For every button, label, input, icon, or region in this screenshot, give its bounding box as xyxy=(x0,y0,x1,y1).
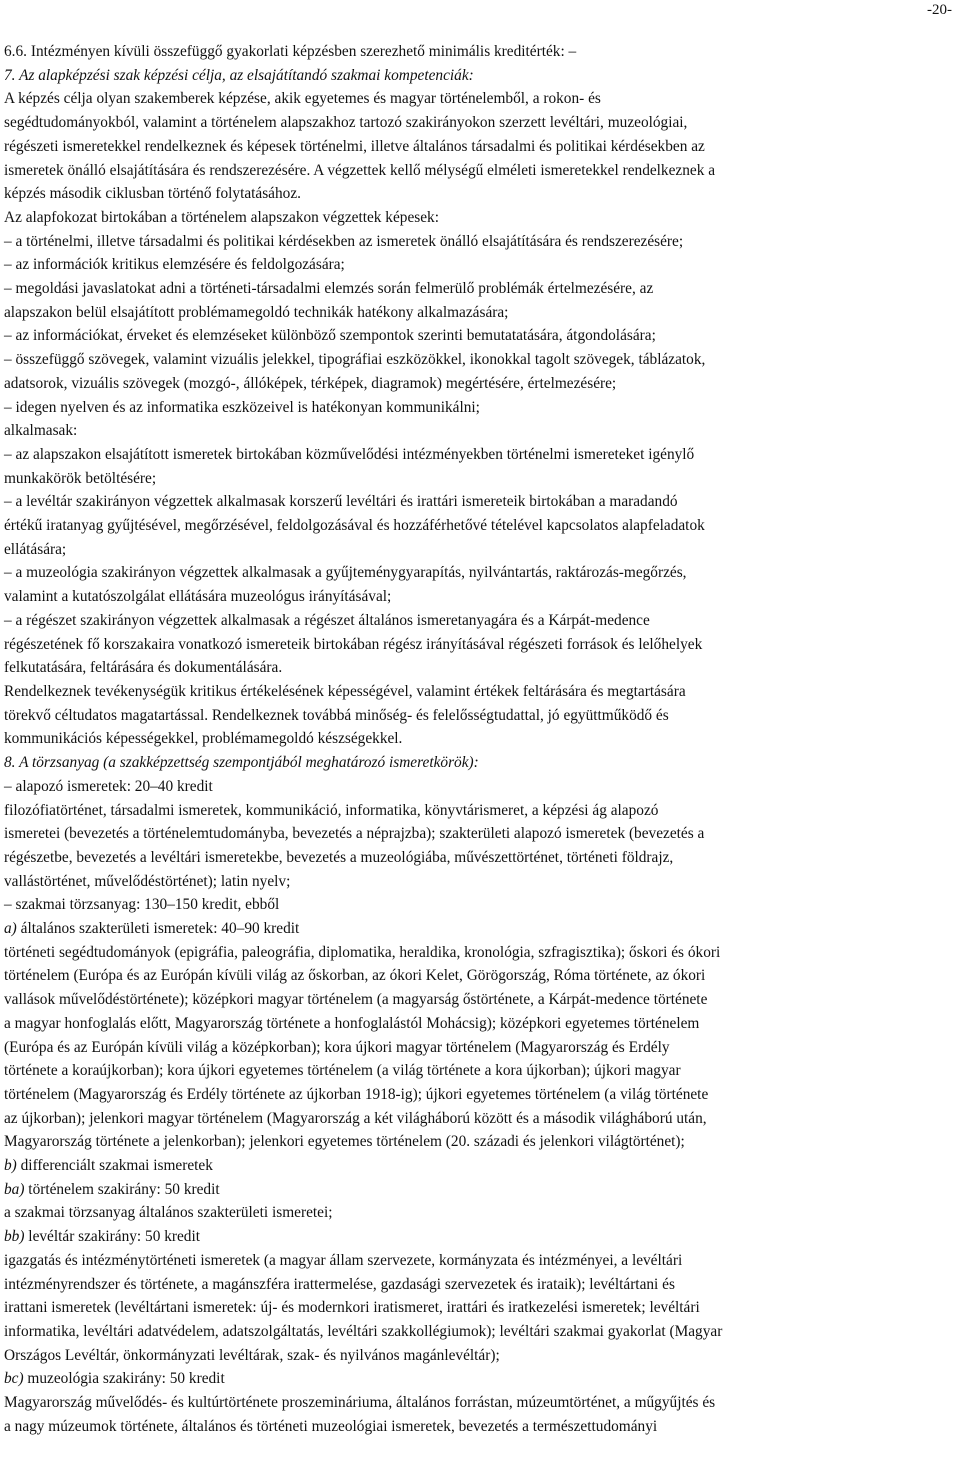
text-segment: munkakörök betöltésére; xyxy=(4,469,157,487)
text-line xyxy=(4,301,956,325)
text-line xyxy=(4,111,956,135)
text-segment: segédtudományokból, valamint a történelem alapszakhoz tartozó szakirányokon szerzett levéltári, muzeológiai, xyxy=(4,114,688,132)
text-segment: alkalmasak: xyxy=(4,422,78,440)
text-line xyxy=(4,443,956,467)
text-line xyxy=(4,917,956,941)
text-line xyxy=(4,1320,956,1344)
text-segment: történelem (Európa és az Európán kívüli világ az őskorban, az ókori Kelet, Görögország, Róma története, az ókori xyxy=(4,967,706,985)
text-line xyxy=(4,490,956,514)
text-line xyxy=(4,467,956,491)
text-segment: differenciált szakmai ismeretek xyxy=(16,1157,213,1175)
italic-text: ba) xyxy=(4,1180,25,1198)
text-line xyxy=(4,1367,956,1391)
text-line xyxy=(4,988,956,1012)
text-line xyxy=(4,1059,956,1083)
text-line xyxy=(4,1130,956,1154)
text-segment: felkutatására, feltárására és dokumentálására. xyxy=(4,659,283,677)
text-line xyxy=(4,893,956,917)
page-number: -20- xyxy=(927,2,952,18)
text-segment: történelem (Magyarország és Erdély története az újkorban 1918-ig); újkori egyetemes történelem (a világ története xyxy=(4,1085,709,1103)
text-line xyxy=(4,846,956,870)
text-segment: – az információkat, érveket és elemzéseket különböző szempontok szerinti bemutatatására, átgondolására; xyxy=(4,327,656,345)
text-segment: – a levéltár szakirányon végzettek alkalmasak korszerű levéltári és irattári ismereteik birtokában a maradandó xyxy=(4,493,678,511)
text-segment: levéltár szakirány: 50 kredit xyxy=(24,1228,201,1246)
text-segment: – szakmai törzsanyag: 130–150 kredit, ebből xyxy=(4,896,280,914)
text-line xyxy=(4,1344,956,1368)
text-line xyxy=(4,182,956,206)
text-line xyxy=(4,1107,956,1131)
text-segment: – megoldási javaslatokat adni a történeti-társadalmi elemzés során felmerülő problémák értelmezésére, az xyxy=(4,280,654,298)
text-segment: képzés második ciklusban történő folytatásához. xyxy=(4,185,301,203)
text-line xyxy=(4,822,956,846)
text-segment: történelem szakirány: 50 kredit xyxy=(24,1180,220,1198)
italic-text: bb) xyxy=(4,1228,25,1246)
text-line xyxy=(4,324,956,348)
text-segment: történeti segédtudományok (epigráfia, paleográfia, diplomatika, heraldika, kronológia, szfragisztika); őskori és ókori xyxy=(4,943,721,961)
text-segment: vallástörténet, művelődéstörténet); latin nyelv; xyxy=(4,872,291,890)
text-segment: vallások művelődéstörténete); középkori magyar történelem (a magyarság őstörténete, a Kárpát-medence története xyxy=(4,991,708,1009)
text-line xyxy=(4,799,956,823)
text-line xyxy=(4,514,956,538)
text-line xyxy=(4,680,956,704)
italic-text: 8. A törzsanyag (a szakképzettség szempontjából meghatározó ismeretkörök): xyxy=(4,754,479,772)
text-line xyxy=(4,1036,956,1060)
text-segment: – alapozó ismeretek: 20–40 kredit xyxy=(4,777,213,795)
text-segment: régészetbe, bevezetés a levéltári ismeretekbe, bevezetés a muzeológiába, művészettörténet, történeti földrajz, xyxy=(4,848,674,866)
text-segment: értékű iratanyag gyűjtésével, megőrzésével, feldolgozásával és hozzáférhetővé tételével kapcsolatos alapfeladatok xyxy=(4,517,705,535)
text-segment: a szakmai törzsanyag általános szakterületi ismeretei; xyxy=(4,1204,333,1222)
text-segment: kommunikációs képességekkel, problémamegoldó készségekkel. xyxy=(4,730,403,748)
text-segment: ismeretei (bevezetés a történelemtudományba, bevezetés a néprajzba); szakterületi alapozó ismeretek (bevezetés a xyxy=(4,825,705,843)
text-line xyxy=(4,1178,956,1202)
text-segment: az újkorban); jelenkori magyar történelem (Magyarország a két világháború között és a második világháború után, xyxy=(4,1109,707,1127)
text-segment: ismeretek önálló elsajátítására és rendszerezésére. A végzettek kellő mélységű elméleti ismeretekkel rendelkeznek a xyxy=(4,161,716,179)
text-segment: régészeti ismeretekkel rendelkeznek és képesek történelmi, illetve általános társadalmi és politikai kérdésekben az xyxy=(4,137,705,155)
text-segment: – a történelmi, illetve társadalmi és politikai kérdésekben az ismeretek önálló elsajátítására és rendszerezésére; xyxy=(4,232,684,250)
text-line xyxy=(4,585,956,609)
text-line xyxy=(4,1225,956,1249)
text-line xyxy=(4,1249,956,1273)
text-segment: Az alapfokozat birtokában a történelem alapszakon végzettek képesek: xyxy=(4,208,439,226)
text-segment: adatsorok, vizuális szövegek (mozgó-, állóképek, térképek, diagramok) megértésére, értelmezésére; xyxy=(4,374,617,392)
text-segment: – a muzeológia szakirányon végzettek alkalmasak a gyűjteménygyarapítás, nyilvántartás, raktározás-megőrzés, xyxy=(4,564,687,582)
text-line xyxy=(4,727,956,751)
italic-text: bc) xyxy=(4,1370,24,1388)
text-segment: intézményrendszer és története, a magánszféra irattermelése, gazdasági szervezetek és irataik); levéltártani és xyxy=(4,1275,675,1293)
text-line xyxy=(4,1012,956,1036)
text-segment: – az alapszakon elsajátított ismeretek birtokában közművelődési intézményekben történelmi ismereteket igénylő xyxy=(4,445,695,463)
text-segment: A képzés célja olyan szakemberek képzése, akik egyetemes és magyar történelemből, a rokon- és xyxy=(4,90,601,108)
text-segment: filozófiatörténet, társadalmi ismeretek, kommunikáció, informatika, könyvtárismeret, a képzési ág alapozó xyxy=(4,801,659,819)
text-line xyxy=(4,40,956,64)
text-line xyxy=(4,253,956,277)
text-line xyxy=(4,419,956,443)
text-segment: – a régészet szakirányon végzettek alkalmasak a régészet általános ismeretanyagára és a Kárpát-medence xyxy=(4,611,650,629)
text-line xyxy=(4,1273,956,1297)
text-line xyxy=(4,775,956,799)
text-line xyxy=(4,64,956,88)
text-line xyxy=(4,964,956,988)
text-segment: igazgatás és intézménytörténeti ismeretek (a magyar állam szervezete, kormányzata és intézményei, a levéltári xyxy=(4,1251,683,1269)
text-segment: Országos Levéltár, önkormányzati levéltárak, szak- és nyilvános magánlevéltár); xyxy=(4,1346,500,1364)
text-segment: muzeológia szakirány: 50 kredit xyxy=(23,1370,225,1388)
text-line xyxy=(4,1296,956,1320)
text-line xyxy=(4,561,956,585)
text-line xyxy=(4,159,956,183)
text-line xyxy=(4,870,956,894)
text-line xyxy=(4,751,956,775)
text-line xyxy=(4,656,956,680)
text-segment: a magyar honfoglalás előtt, Magyarország története a honfoglalástól Mohácsig); középkori egyetemes történelem xyxy=(4,1014,700,1032)
text-line xyxy=(4,1415,956,1439)
text-segment: Rendelkeznek tevékenységük kritikus értékelésének képességével, valamint értékek feltárására és megtartására xyxy=(4,682,686,700)
text-line xyxy=(4,704,956,728)
text-line xyxy=(4,206,956,230)
text-line xyxy=(4,609,956,633)
italic-text: b) xyxy=(4,1157,17,1175)
text-line xyxy=(4,396,956,420)
text-segment: – összefüggő szövegek, valamint vizuális jelekkel, tipográfiai eszközökkel, ikonokkal tagolt szövegek, táblázatok, xyxy=(4,351,706,369)
italic-text: a) xyxy=(4,920,17,938)
text-line xyxy=(4,372,956,396)
italic-text: 7. Az alapképzési szak képzési célja, az elsajátítandó szakmai kompetenciák: xyxy=(4,66,474,84)
text-line xyxy=(4,230,956,254)
text-segment: a nagy múzeumok története, általános és történeti muzeológiai ismeretek, bevezetés a természettudományi xyxy=(4,1417,658,1435)
text-line xyxy=(4,1083,956,1107)
text-segment: általános szakterületi ismeretek: 40–90 kredit xyxy=(16,920,300,938)
text-segment: 6.6. Intézményen kívüli összefüggő gyakorlati képzésben szerezhető minimális kreditérték: – xyxy=(4,43,577,60)
text-segment: valamint a kutatószolgálat ellátására muzeológus irányításával; xyxy=(4,588,392,606)
text-segment: ellátására; xyxy=(4,540,67,558)
text-line xyxy=(4,1154,956,1178)
text-segment: régészetének fő korszakaira vonatkozó ismereteik birtokában régész irányításával régészeti források és lelőhelyek xyxy=(4,635,703,653)
text-line xyxy=(4,1201,956,1225)
text-segment: – az információk kritikus elemzésére és feldolgozására; xyxy=(4,256,345,274)
text-segment: (Európa és az Európán kívüli világ a középkorban); kora újkori magyar történelem (Magyarország és Erdély xyxy=(4,1038,670,1056)
text-segment: informatika, levéltári adatvédelem, adatszolgáltatás, levéltári szakkollégiumok); levéltári szakmai gyakorlat (Magyar xyxy=(4,1322,723,1340)
text-segment: – idegen nyelven és az informatika eszközeivel is hatékonyan kommunikálni; xyxy=(4,398,480,416)
text-line xyxy=(4,633,956,657)
text-line xyxy=(4,277,956,301)
text-segment: irattani ismeretek (levéltártani ismeretek: új- és modernkori iratismeret, irattári és iratkezelési ismeretek; levéltári xyxy=(4,1299,700,1317)
text-segment: alapszakon belül elsajátított problémamegoldó technikák hatékony alkalmazására; xyxy=(4,303,509,321)
text-line xyxy=(4,87,956,111)
document-body xyxy=(4,40,956,1438)
text-line xyxy=(4,538,956,562)
text-segment: Magyarország története a jelenkorban); jelenkori egyetemes történelem (20. századi és jelenkori világtörténet); xyxy=(4,1133,685,1151)
text-line xyxy=(4,135,956,159)
text-line xyxy=(4,1391,956,1415)
text-segment: története a koraújkorban); kora újkori egyetemes történelem (a világ története a kora újkorban); újkori magyar xyxy=(4,1062,681,1080)
text-line xyxy=(4,941,956,965)
text-line xyxy=(4,348,956,372)
text-segment: törekvő céltudatos magatartással. Rendelkeznek továbbá minőség- és felelősségtudattal, jó együttműködő és xyxy=(4,706,669,724)
text-segment: Magyarország művelődés- és kultúrtörténete proszemináriuma, általános forrástan, múzeumtörténet, a műgyűjtés és xyxy=(4,1394,716,1412)
